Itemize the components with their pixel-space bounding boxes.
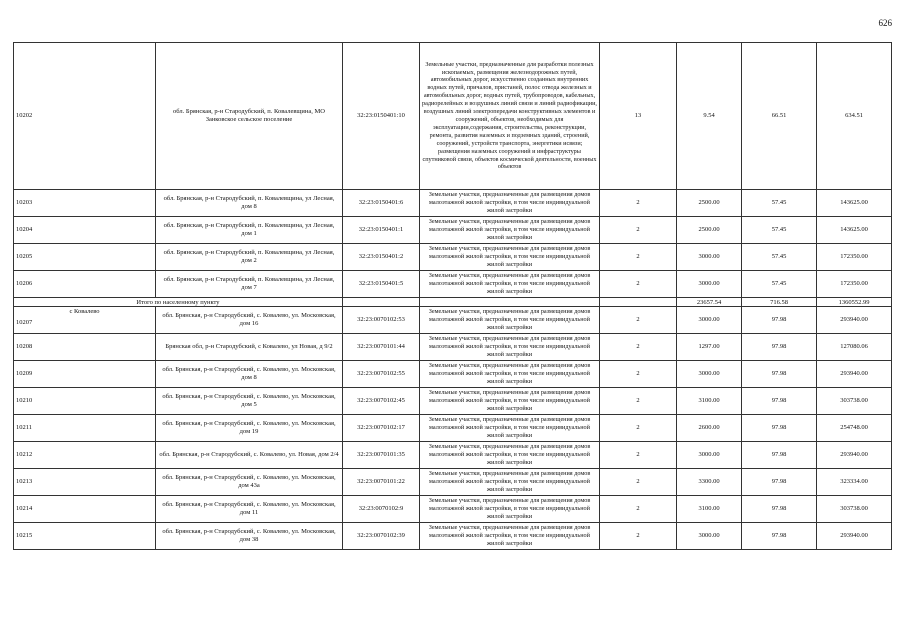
cell-area: 3000.00 bbox=[677, 307, 742, 334]
cell-cadastral: 32:23:0070102:39 bbox=[343, 523, 420, 550]
cell-id: 10207 bbox=[16, 318, 33, 326]
cell-use: Земельные участки, предназначенные для размещения домов малоэтажной жилой застройки, в том числе индивидуальной жилой застройки bbox=[420, 469, 600, 496]
cell-cadastral: 32:23:0150401:5 bbox=[343, 271, 420, 298]
cell-cadastral: 32:23:0150401:6 bbox=[343, 190, 420, 217]
cell-value: 634.51 bbox=[817, 43, 892, 190]
table-row bbox=[14, 388, 892, 415]
cell-price: 97.98 bbox=[742, 307, 817, 334]
cell-value: 293940.00 bbox=[817, 307, 892, 334]
cell-id: 10203 bbox=[14, 190, 156, 217]
cell-value: 127080.06 bbox=[817, 334, 892, 361]
cell-empty bbox=[420, 298, 600, 307]
cell-empty bbox=[343, 298, 420, 307]
cell-address: обл. Брянская, р-н Стародубский, с. Ковалево, ул. Московская, дом 8 bbox=[156, 361, 343, 388]
settlement-name: с Ковалево bbox=[69, 308, 100, 315]
total-value: 1360552.99 bbox=[817, 298, 892, 307]
cell-address: обл. Брянская, р-н Стародубский, п. Ковалевщина, ул Лесная, дом 7 bbox=[156, 271, 343, 298]
cell-price: 97.98 bbox=[742, 334, 817, 361]
cell-value: 293940.00 bbox=[817, 523, 892, 550]
cell-area: 2500.00 bbox=[677, 217, 742, 244]
cell-value: 143625.00 bbox=[817, 190, 892, 217]
table-row bbox=[14, 415, 892, 442]
cell-use: Земельные участки, предназначенные для размещения домов малоэтажной жилой застройки, в том числе индивидуальной жилой застройки bbox=[420, 307, 600, 334]
table-body bbox=[14, 43, 892, 550]
cell-price: 97.98 bbox=[742, 496, 817, 523]
cell-value: 303738.00 bbox=[817, 496, 892, 523]
cell-value: 254748.00 bbox=[817, 415, 892, 442]
cell-use: Земельные участки, предназначенные для размещения домов малоэтажной жилой застройки, в том числе индивидуальной жилой застройки bbox=[420, 361, 600, 388]
cell-group: 2 bbox=[600, 388, 677, 415]
cell-price: 97.98 bbox=[742, 523, 817, 550]
cell-use: Земельные участки, предназначенные для размещения домов малоэтажной жилой застройки, в том числе индивидуальной жилой застройки bbox=[420, 496, 600, 523]
cell-address: обл. Брянская, р-н Стародубский, п. Ковалевщина, МО Занковское сельское поселение bbox=[156, 43, 343, 190]
page-number: 626 bbox=[878, 18, 892, 28]
cell-id: 10204 bbox=[14, 217, 156, 244]
cell-price: 97.98 bbox=[742, 415, 817, 442]
table-row bbox=[14, 244, 892, 271]
cell-address: обл. Брянская, р-н Стародубский, с. Ковалево, ул. Московская, дом 38 bbox=[156, 523, 343, 550]
cell-area: 3000.00 bbox=[677, 523, 742, 550]
cell-group: 2 bbox=[600, 334, 677, 361]
cell-id: 10214 bbox=[14, 496, 156, 523]
cell-area: 2500.00 bbox=[677, 190, 742, 217]
cell-use: Земельные участки, предназначенные для размещения домов малоэтажной жилой застройки, в том числе индивидуальной жилой застройки bbox=[420, 190, 600, 217]
table-row bbox=[14, 442, 892, 469]
table-row bbox=[14, 361, 892, 388]
cell-cadastral: 32:23:0070101:44 bbox=[343, 334, 420, 361]
cell-area: 3000.00 bbox=[677, 244, 742, 271]
cell-id: 10205 bbox=[14, 244, 156, 271]
cell-group: 2 bbox=[600, 361, 677, 388]
cell-cadastral: 32:23:0070101:22 bbox=[343, 469, 420, 496]
table-row bbox=[14, 307, 892, 334]
cell-use: Земельные участки, предназначенные для размещения домов малоэтажной жилой застройки, в том числе индивидуальной жилой застройки bbox=[420, 442, 600, 469]
cell-id: 10209 bbox=[14, 361, 156, 388]
cell-id: 10206 bbox=[14, 271, 156, 298]
cell-address: обл. Брянская, р-н Стародубский, с. Ковалево, ул. Московская, дом 19 bbox=[156, 415, 343, 442]
total-label: Итого по населенному пункту bbox=[14, 298, 343, 307]
cell-price: 97.98 bbox=[742, 469, 817, 496]
cell-value: 293940.00 bbox=[817, 361, 892, 388]
table-row bbox=[14, 523, 892, 550]
cell-area: 3000.00 bbox=[677, 361, 742, 388]
cell-price: 57.45 bbox=[742, 217, 817, 244]
cell-cadastral: 32:23:0150401:1 bbox=[343, 217, 420, 244]
table-row bbox=[14, 334, 892, 361]
cell-group: 2 bbox=[600, 307, 677, 334]
cell-id: 10212 bbox=[14, 442, 156, 469]
cell-area: 2600.00 bbox=[677, 415, 742, 442]
cell-cadastral: 32:23:0070101:35 bbox=[343, 442, 420, 469]
cell-group: 2 bbox=[600, 469, 677, 496]
cell-group: 2 bbox=[600, 496, 677, 523]
cell-cadastral: 32:23:0070102:45 bbox=[343, 388, 420, 415]
land-cadastral-table bbox=[13, 42, 892, 550]
cell-price: 57.45 bbox=[742, 244, 817, 271]
cell-cadastral: 32:23:0070102:17 bbox=[343, 415, 420, 442]
cell-address: обл. Брянская, р-н Стародубский, с. Ковалево, ул. Новая, дом 2/4 bbox=[156, 442, 343, 469]
cell-address: обл. Брянская, р-н Стародубский, п. Ковалевщина, ул Лесная, дом 8 bbox=[156, 190, 343, 217]
cell-id: 10210 bbox=[14, 388, 156, 415]
cell-value: 303738.00 bbox=[817, 388, 892, 415]
cell-value: 172350.00 bbox=[817, 244, 892, 271]
cell-address: обл. Брянская, р-н Стародубский, с. Ковалево, ул. Московская, дом 11 bbox=[156, 496, 343, 523]
cell-id bbox=[14, 307, 156, 334]
total-row bbox=[14, 298, 892, 307]
cell-cadastral: 32:23:0070102:9 bbox=[343, 496, 420, 523]
cell-price: 66.51 bbox=[742, 43, 817, 190]
cell-value: 293940.00 bbox=[817, 442, 892, 469]
cell-cadastral: 32:23:0150401:2 bbox=[343, 244, 420, 271]
cell-address: обл. Брянская, р-н Стародубский, п. Ковалевщина, ул Лесная, дом 2 bbox=[156, 244, 343, 271]
table-row bbox=[14, 496, 892, 523]
total-price: 716.58 bbox=[742, 298, 817, 307]
cell-cadastral: 32:23:0070102:55 bbox=[343, 361, 420, 388]
cell-value: 143625.00 bbox=[817, 217, 892, 244]
cell-address: обл. Брянская, р-н Стародубский, с. Ковалево, ул. Московская, дом 5 bbox=[156, 388, 343, 415]
cell-group: 2 bbox=[600, 244, 677, 271]
table-row bbox=[14, 43, 892, 190]
cell-address: обл. Брянская, р-н Стародубский, с. Ковалево, ул. Московская, дом 16 bbox=[156, 307, 343, 334]
cell-group: 2 bbox=[600, 523, 677, 550]
cell-group: 13 bbox=[600, 43, 677, 190]
cell-id: 10208 bbox=[14, 334, 156, 361]
cell-area: 3000.00 bbox=[677, 442, 742, 469]
table-row bbox=[14, 271, 892, 298]
cell-address: обл. Брянская, р-н Стародубский, п. Ковалевщина, ул Лесная, дом 1 bbox=[156, 217, 343, 244]
cell-use: Земельные участки, предназначенные для размещения домов малоэтажной жилой застройки, в том числе индивидуальной жилой застройки bbox=[420, 523, 600, 550]
cell-area: 1297.00 bbox=[677, 334, 742, 361]
cell-area: 3300.00 bbox=[677, 469, 742, 496]
cell-address: обл. Брянская, р-н Стародубский, с. Ковалево, ул. Московская, дом 43а bbox=[156, 469, 343, 496]
cell-group: 2 bbox=[600, 442, 677, 469]
cell-group: 2 bbox=[600, 271, 677, 298]
table-row bbox=[14, 469, 892, 496]
cell-id: 10211 bbox=[14, 415, 156, 442]
cell-cadastral: 32:23:0150401:10 bbox=[343, 43, 420, 190]
cell-id: 10202 bbox=[14, 43, 156, 190]
cell-use: Земельные участки, предназначенные для разработки полезных ископаемых, размещения железнодорожных путей, автомобильных дорог, искусственно созданных внутренних водных путей, причалов, пристаней, полос отвода железных и автомобильных дорог, водных путей, трубопроводов, кабельных, радиорелейных и воздушных линий связи и линий радиофикации, воздушных линий электропередачи конструктивных элементов и сооружений, объектов, необходимых для эксплуатации,содержания, строительства, реконструкции, ремонта, развития наземных и подземных зданий, строений, сооружений, устройств транспорта, энергетики исвязи; размещения наземных сооружений и инфраструктуры спутниковой связи, объектов космической деятельности, военных объектов bbox=[420, 43, 600, 190]
cell-area: 3100.00 bbox=[677, 388, 742, 415]
cell-id: 10215 bbox=[14, 523, 156, 550]
total-area: 23657.54 bbox=[677, 298, 742, 307]
cell-use: Земельные участки, предназначенные для размещения домов малоэтажной жилой застройки, в том числе индивидуальной жилой застройки bbox=[420, 415, 600, 442]
cell-group: 2 bbox=[600, 415, 677, 442]
cell-id: 10213 bbox=[14, 469, 156, 496]
cell-value: 323334.00 bbox=[817, 469, 892, 496]
cell-group: 2 bbox=[600, 190, 677, 217]
cell-cadastral: 32:23:0070102:53 bbox=[343, 307, 420, 334]
cell-area: 9.54 bbox=[677, 43, 742, 190]
cell-use: Земельные участки, предназначенные для размещения домов малоэтажной жилой застройки, в том числе индивидуальной жилой застройки bbox=[420, 388, 600, 415]
cell-price: 57.45 bbox=[742, 271, 817, 298]
cell-address: Брянская обл, р-н Стародубский, с Ковалево, ул Новая, д 9/2 bbox=[156, 334, 343, 361]
cell-group: 2 bbox=[600, 217, 677, 244]
cell-price: 57.45 bbox=[742, 190, 817, 217]
cell-use: Земельные участки, предназначенные для размещения домов малоэтажной жилой застройки, в том числе индивидуальной жилой застройки bbox=[420, 244, 600, 271]
cell-area: 3100.00 bbox=[677, 496, 742, 523]
cell-value: 172350.00 bbox=[817, 271, 892, 298]
cell-price: 97.98 bbox=[742, 388, 817, 415]
table-row bbox=[14, 217, 892, 244]
cell-use: Земельные участки, предназначенные для размещения домов малоэтажной жилой застройки, в том числе индивидуальной жилой застройки bbox=[420, 334, 600, 361]
table-row bbox=[14, 190, 892, 217]
cell-empty bbox=[600, 298, 677, 307]
cell-use: Земельные участки, предназначенные для размещения домов малоэтажной жилой застройки, в том числе индивидуальной жилой застройки bbox=[420, 217, 600, 244]
cell-price: 97.98 bbox=[742, 361, 817, 388]
cell-use: Земельные участки, предназначенные для размещения домов малоэтажной жилой застройки, в том числе индивидуальной жилой застройки bbox=[420, 271, 600, 298]
cell-area: 3000.00 bbox=[677, 271, 742, 298]
cell-price: 97.98 bbox=[742, 442, 817, 469]
